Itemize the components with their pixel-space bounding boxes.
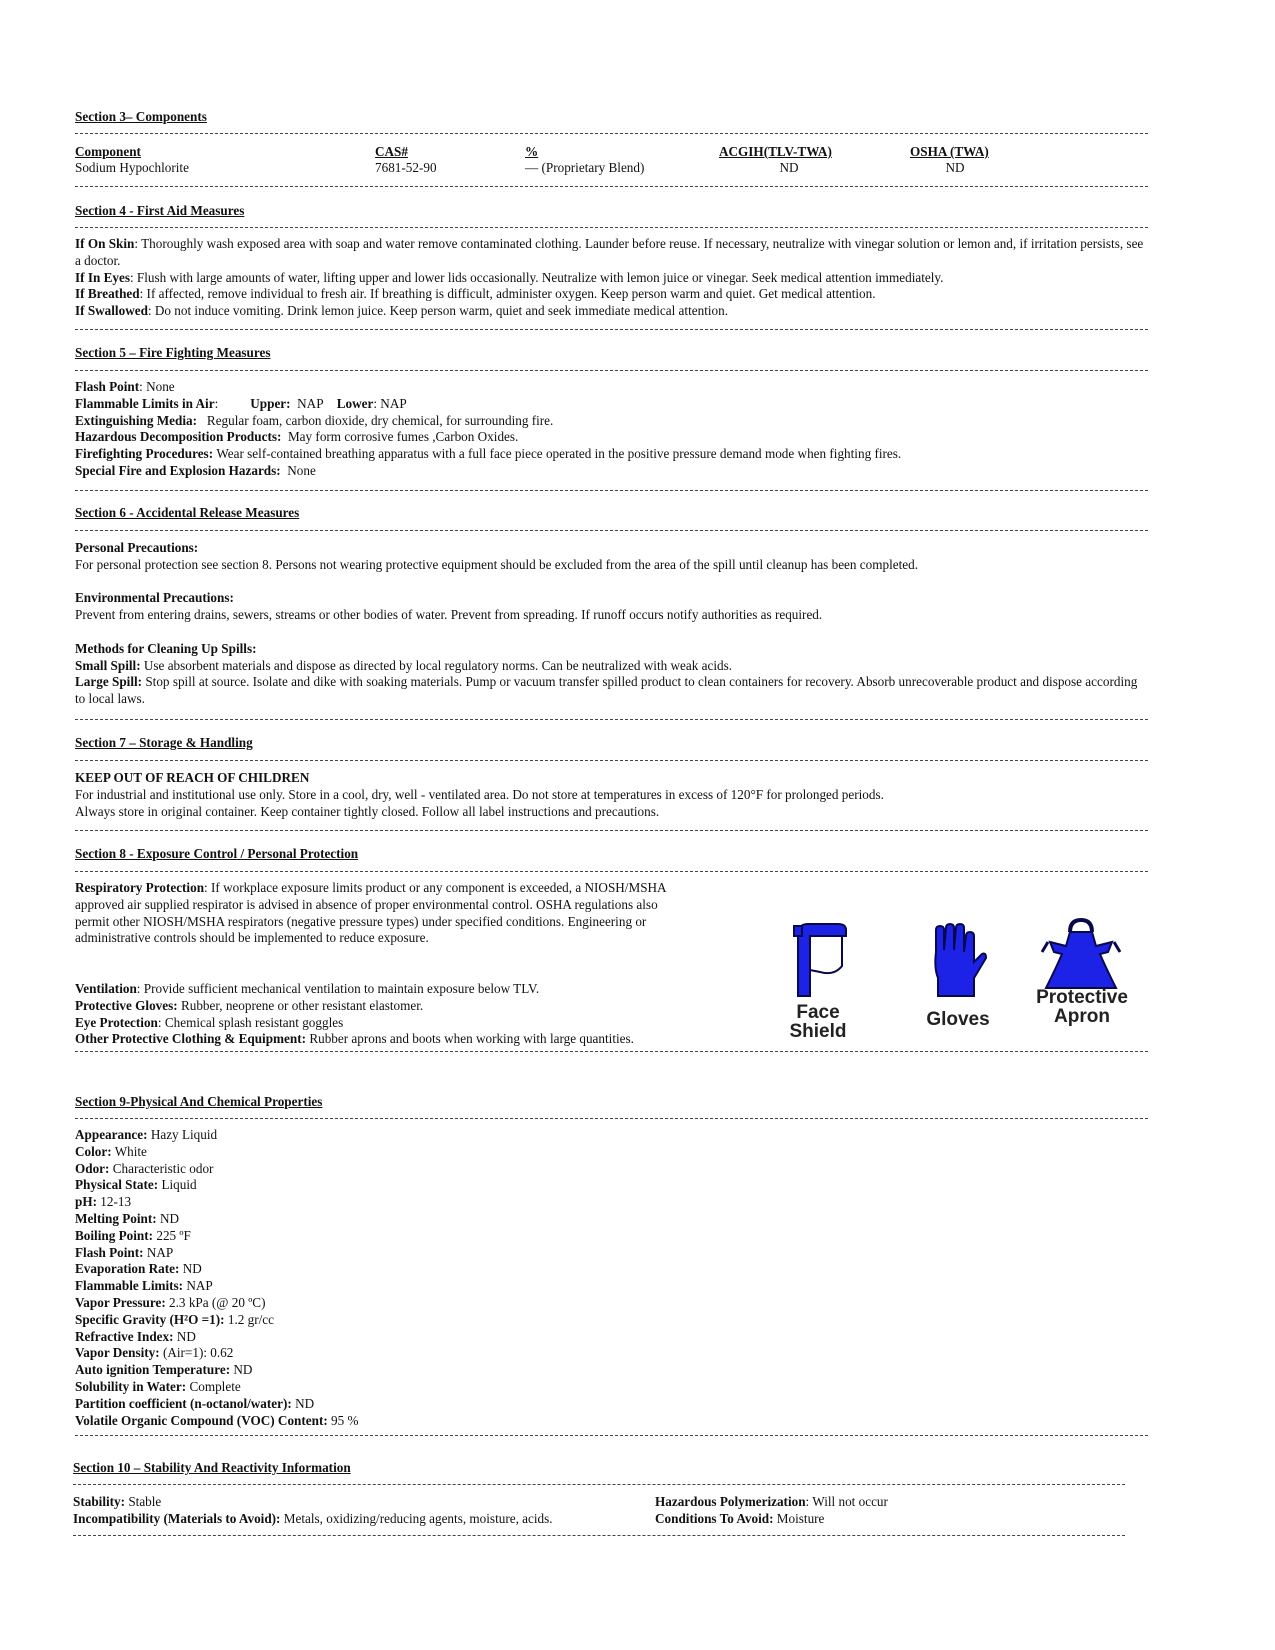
col-header-cas: CAS#: [375, 144, 408, 159]
property-value: NAP: [186, 1278, 213, 1294]
first-aid-block: [75, 236, 1150, 320]
property-label: Flammable Limits:: [75, 1278, 184, 1294]
stability-value: Stable: [128, 1494, 162, 1509]
small-spill-text: Use absorbent materials and dispose as directed by local regulatory norms. Can be neutralized with weak acids.: [143, 657, 733, 673]
property-label: Odor:: [75, 1160, 110, 1176]
cell-acgih: ND: [779, 160, 799, 175]
property-value: 2.3 kPa (@ 20 ºC): [169, 1294, 266, 1310]
environmental-precautions-text: Prevent from entering drains, sewers, streams or other bodies of water. Prevent from spreading. If runoff occurs notify authorities as required.: [75, 607, 823, 623]
property-label: Evaporation Rate:: [75, 1261, 180, 1277]
property-label: pH:: [75, 1194, 97, 1210]
property-value: ND: [295, 1395, 315, 1411]
divider: [75, 490, 1148, 491]
ventilation-label: Ventilation: [75, 981, 137, 996]
property-value: Liquid: [161, 1177, 197, 1193]
property-row: [75, 1362, 775, 1379]
large-spill-text: Stop spill at source. Isolate and dike with soaking materials. Pump or vacuum transfer spilled product to clean containers for recovery. Absorb unrecoverable product and dispose according to local laws.: [75, 674, 1138, 707]
conditions-to-avoid-label: Conditions To Avoid:: [655, 1511, 774, 1526]
divider: [75, 1118, 1148, 1119]
flammable-limits-label: Flammable Limits in Air: [75, 395, 215, 411]
property-row: [75, 1396, 775, 1413]
divider: [75, 133, 1148, 134]
property-row: [75, 1379, 775, 1396]
ventilation-text: : Provide sufficient mechanical ventilation to maintain exposure below TLV.: [136, 981, 540, 996]
property-label: Volatile Organic Compound (VOC) Content:: [75, 1412, 328, 1428]
property-value: ND: [176, 1328, 196, 1344]
protective-apron-label: [1025, 988, 1139, 1026]
property-label: Vapor Pressure:: [75, 1294, 166, 1310]
property-value: 95 %: [331, 1412, 359, 1428]
firefighting-label: Firefighting Procedures:: [75, 446, 214, 462]
extinguishing-label: Extinguishing Media:: [75, 412, 198, 428]
divider: [75, 530, 1148, 531]
firefighting-text: Wear self-contained breathing apparatus with a full face piece operated in the positive pressure demand mode when fighting fires.: [216, 446, 902, 462]
divider: [75, 1435, 1148, 1436]
upper-value: NAP: [297, 395, 324, 411]
keep-out-of-reach: KEEP OUT OF REACH OF CHILDREN: [75, 770, 310, 785]
property-label: Vapor Density:: [75, 1345, 160, 1361]
property-label: Melting Point:: [75, 1210, 157, 1226]
personal-precautions-text: For personal protection see section 8. Persons not wearing protective equipment should be excluded from the area of the spill until cleanup has been completed.: [75, 556, 919, 572]
property-value: ND: [182, 1261, 202, 1277]
property-row: [75, 1413, 775, 1430]
divider: [73, 1535, 1125, 1536]
col-header-osha: OSHA (TWA): [910, 144, 989, 159]
storage-line-2: Always store in original container. Keep container tightly closed. Follow all label instructions and precautions.: [75, 803, 660, 819]
stability-label: Stability:: [73, 1494, 126, 1509]
property-row: [75, 1295, 775, 1312]
divider: [75, 186, 1148, 187]
methods-cleanup-label: Methods for Cleaning Up Spills:: [75, 640, 257, 656]
col-header-acgih: ACGIH(TLV-TWA): [719, 144, 832, 159]
section-9-title: Section 9-Physical And Chemical Properties: [75, 1094, 323, 1109]
section-3-title: Section 3– Components: [75, 109, 207, 124]
col-header-component: Component: [75, 144, 141, 159]
respiratory-block: [75, 880, 669, 947]
section-5-title: Section 5 – Fire Fighting Measures: [75, 345, 271, 360]
other-protective-label: Other Protective Clothing & Equipment:: [75, 1031, 307, 1047]
storage-block: [75, 770, 1150, 820]
respiratory-label: Respiratory Protection: [75, 880, 205, 895]
gloves-label: Protective Gloves:: [75, 997, 178, 1013]
property-value: NAP: [146, 1244, 174, 1260]
swallowed-text: : Do not induce vomiting. Drink lemon juice. Keep person warm, quiet and seek immediate medical attention.: [147, 303, 729, 319]
section-6-title: Section 6 - Accidental Release Measures: [75, 505, 300, 520]
hazardous-polymerization-label: Hazardous Polymerization: [655, 1494, 806, 1509]
incompatibility-label: Incompatibility (Materials to Avoid):: [73, 1511, 281, 1526]
incompatibility-row: [73, 1510, 553, 1527]
section-4-title: Section 4 - First Aid Measures: [75, 203, 245, 218]
face-shield-icon: [790, 922, 860, 1002]
section-8-title: Section 8 - Exposure Control / Personal Protection: [75, 846, 359, 861]
storage-line-1: For industrial and institutional use only. Store in a cool, dry, well - ventilated area. Do not store at temperatures in excess of 120°F for prolonged periods.: [75, 786, 884, 802]
property-value: Hazy Liquid: [150, 1127, 218, 1142]
lower-label: Lower: [336, 395, 374, 411]
gloves-label: Gloves: [926, 1009, 990, 1030]
section-10-title: Section 10 – Stability And Reactivity Information: [73, 1460, 351, 1475]
property-label: Appearance:: [75, 1127, 148, 1142]
property-row: [75, 1177, 775, 1194]
hazardous-polymerization-row: [655, 1493, 888, 1510]
property-row: [75, 1245, 775, 1262]
divider: [75, 830, 1148, 831]
face-shield-label-line2: Shield: [789, 1021, 847, 1042]
breathed-text: : If affected, remove individual to fresh air. If breathing is difficult, administer oxygen. Keep person warm and quiet. Get medical attention.: [139, 286, 876, 302]
property-row: [75, 1228, 775, 1245]
hazardous-polymerization-value: : Will not occur: [805, 1494, 888, 1509]
face-shield-label-line1: Face: [796, 1002, 840, 1023]
section-7-title: Section 7 – Storage & Handling: [75, 735, 253, 750]
eye-protection-text: : Chemical splash resistant goggles: [157, 1014, 344, 1030]
property-row: [75, 1161, 775, 1178]
breathed-label: If Breathed: [75, 286, 140, 302]
property-value: Complete: [189, 1378, 241, 1394]
decomposition-text: May form corrosive fumes ,Carbon Oxides.: [287, 429, 519, 445]
gloves-icon: [928, 922, 988, 1000]
upper-label: Upper:: [250, 395, 291, 411]
property-label: Specific Gravity (H²O =1):: [75, 1311, 225, 1327]
swallowed-label: If Swallowed: [75, 303, 148, 319]
accidental-release-block: [75, 540, 1150, 708]
divider: [75, 227, 1148, 228]
divider: [75, 871, 1148, 872]
environmental-precautions-label: Environmental Precautions:: [75, 590, 234, 606]
gloves-text: Rubber, neoprene or other resistant elastomer.: [180, 997, 424, 1013]
divider: [75, 370, 1148, 371]
flash-point-value: : None: [139, 379, 175, 394]
extinguishing-text: Regular foam, carbon dioxide, dry chemical, for surrounding fire.: [206, 412, 554, 428]
decomposition-label: Hazardous Decomposition Products:: [75, 429, 282, 445]
property-label: Physical State:: [75, 1177, 159, 1193]
property-value: 12-13: [100, 1194, 132, 1210]
property-row: [75, 1278, 775, 1295]
protective-apron-label-line2: Apron: [1054, 1006, 1110, 1027]
conditions-to-avoid-row: [655, 1510, 824, 1527]
large-spill-label: Large Spill:: [75, 674, 143, 690]
other-protective-text: Rubber aprons and boots when working with large quantities.: [309, 1031, 634, 1047]
property-label: Partition coefficient (n-octanol/water):: [75, 1395, 292, 1411]
property-label: Boiling Point:: [75, 1227, 154, 1243]
cell-component: Sodium Hypochlorite: [75, 160, 189, 175]
divider: [75, 719, 1148, 720]
property-row: [75, 1329, 775, 1346]
respiratory-text: : If workplace exposure limits product or any component is exceeded, a NIOSH/MSHA approved air supplied respirator is advised in absence of proper environmental control. OSHA regulations also permit other NIOSH/MSHA respirators (negative pressure types) under specified conditions. Engineering or administrative controls should be implemented to reduce exposure.: [75, 880, 666, 946]
face-shield-label: [770, 1003, 866, 1041]
property-label: Color:: [75, 1143, 112, 1159]
col-header-percent: %: [525, 144, 539, 159]
exposure-controls-block: [75, 981, 775, 1048]
cell-percent: — (Proprietary Blend): [525, 160, 645, 175]
property-label: Auto ignition Temperature:: [75, 1362, 231, 1378]
property-value: ND: [159, 1210, 180, 1226]
property-value: (Air=1): 0.62: [162, 1345, 234, 1361]
divider: [75, 760, 1148, 761]
divider: [75, 1051, 1148, 1052]
stability-row: [73, 1493, 161, 1510]
skin-text: : Thoroughly wash exposed area with soap and water remove contaminated clothing. Launder before reuse. If necessary, neutralize with vinegar solution or lemon and, if irritation persists, see a doctor.: [75, 236, 1144, 268]
eyes-label: If In Eyes: [75, 269, 130, 285]
special-hazards-label: Special Fire and Explosion Hazards:: [75, 462, 281, 478]
special-hazards-text: None: [287, 462, 316, 478]
property-row: [75, 1312, 775, 1329]
property-label: Solubility in Water:: [75, 1378, 187, 1394]
flammable-limits-sep: :: [214, 395, 219, 411]
properties-list: [75, 1127, 775, 1429]
conditions-to-avoid-value: Moisture: [776, 1511, 825, 1526]
property-value: ND: [233, 1362, 253, 1378]
property-row: [75, 1127, 775, 1144]
property-value: White: [114, 1143, 147, 1159]
divider: [73, 1484, 1125, 1485]
property-row: [75, 1211, 775, 1228]
property-value: 225 ºF: [156, 1227, 191, 1243]
lower-value: : NAP: [373, 395, 407, 411]
skin-label: If On Skin: [75, 236, 135, 251]
property-label: Refractive Index:: [75, 1328, 174, 1344]
flash-point-label: Flash Point: [75, 379, 140, 394]
property-row: [75, 1345, 775, 1362]
personal-precautions-label: Personal Precautions:: [75, 540, 199, 555]
property-value: 1.2 gr/cc: [227, 1311, 274, 1327]
eye-protection-label: Eye Protection: [75, 1014, 158, 1030]
cell-osha: ND: [945, 160, 965, 175]
property-row: [75, 1261, 775, 1278]
property-row: [75, 1194, 775, 1211]
incompatibility-value: Metals, oxidizing/reducing agents, moisture, acids.: [283, 1511, 553, 1526]
protective-apron-icon: [1040, 918, 1122, 992]
divider: [75, 329, 1148, 330]
small-spill-label: Small Spill:: [75, 657, 141, 673]
cell-cas: 7681-52-90: [375, 160, 437, 175]
eyes-text: : Flush with large amounts of water, lifting upper and lower lids occasionally. Neutralize with lemon juice or vinegar. Seek medical attention immediately.: [129, 269, 944, 285]
fire-fighting-block: [75, 379, 1150, 480]
property-label: Flash Point:: [75, 1244, 144, 1260]
protective-apron-label-line1: Protective: [1036, 987, 1128, 1008]
property-value: Characteristic odor: [112, 1160, 214, 1176]
property-row: [75, 1144, 775, 1161]
